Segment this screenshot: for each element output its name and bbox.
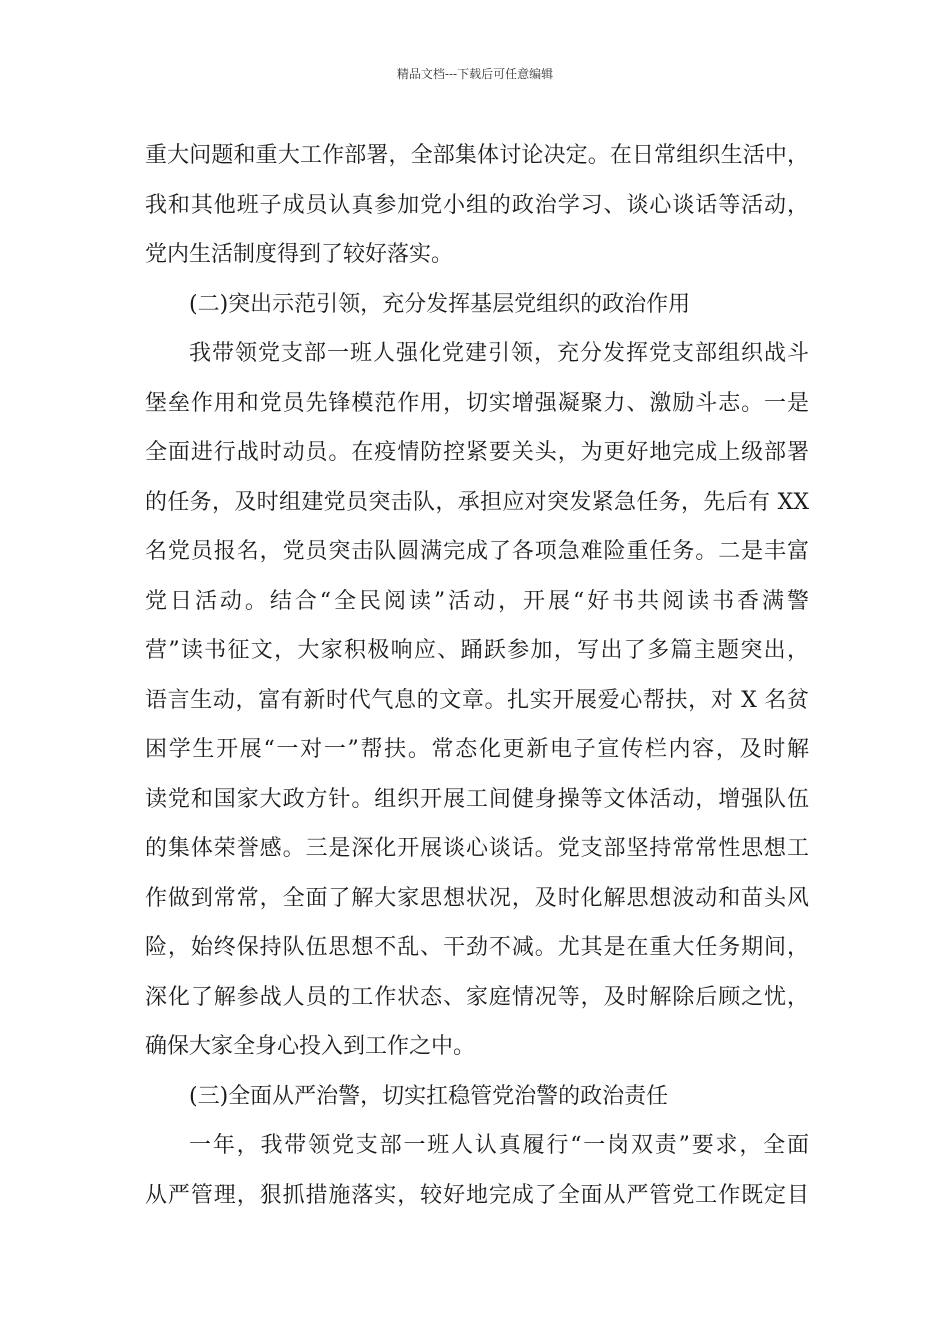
text-line: 语言生动，富有新时代气息的文章。扎实开展爱心帮扶，对 X 名贫	[145, 687, 809, 713]
text-line: 堡垒作用和党员先锋模范作用，切实增强凝聚力、激励斗志。一是	[145, 390, 809, 416]
text-line: 我带领党支部一班人强化党建引领，充分发挥党支部组织战斗	[189, 341, 809, 366]
section-heading: (三)全面从严治警，切实扛稳管党治警的政治责任	[189, 1083, 669, 1109]
text-line: 深化了解参战人员的工作状态、家庭情况等，及时解除后顾之忧，	[145, 984, 809, 1010]
text-line: 全面进行战时动员。在疫情防控紧要关头，为更好地完成上级部署	[145, 440, 809, 465]
text-line: 我和其他班子成员认真参加党小组的政治学习、谈心谈话等活动，	[145, 192, 809, 218]
section-heading: (二)突出示范引领，充分发挥基层党组织的政治作用	[189, 291, 691, 317]
text-line: 名党员报名，党员突击队圆满完成了各项急难险重任务。二是丰富	[145, 539, 809, 564]
text-line: 读党和国家大政方针。组织开展工间健身操等文体活动，增强队伍	[145, 786, 809, 812]
text-line: 一年，我带领党支部一班人认真履行“一岗双责”要求，全面	[189, 1133, 809, 1158]
text-line: 险，始终保持队伍思想不乱、干劲不减。尤其是在重大任务期间，	[145, 935, 809, 960]
text-line: 的任务，及时组建党员突击队，承担应对突发紧急任务，先后有 XX	[145, 489, 809, 515]
text-line: 确保大家全身心投入到工作之中。	[145, 1034, 476, 1059]
text-line: 党日活动。结合“全民阅读”活动，开展“好书共阅读书香满警	[145, 588, 809, 614]
text-line: 从严管理，狠抓措施落实，较好地完成了全面从严管党工作既定目	[145, 1182, 809, 1208]
text-line: 重大问题和重大工作部署，全部集体讨论决定。在日常组织生活中，	[145, 143, 809, 168]
text-line: 营”读书征文，大家积极响应、踊跃参加，写出了多篇主题突出，	[145, 638, 809, 663]
page-header: 精品文档---下载后可任意编辑	[396, 67, 554, 81]
text-line: 困学生开展“一对一”帮扶。常态化更新电子宣传栏内容，及时解	[145, 737, 809, 762]
text-line: 作做到常常，全面了解大家思想状况，及时化解思想波动和苗头风	[145, 885, 809, 911]
text-line: 的集体荣誉感。三是深化开展谈心谈话。党支部坚持常常性思想工	[145, 836, 809, 861]
body-text	[145, 131, 809, 1220]
text-line: 党内生活制度得到了较好落实。	[145, 242, 454, 267]
